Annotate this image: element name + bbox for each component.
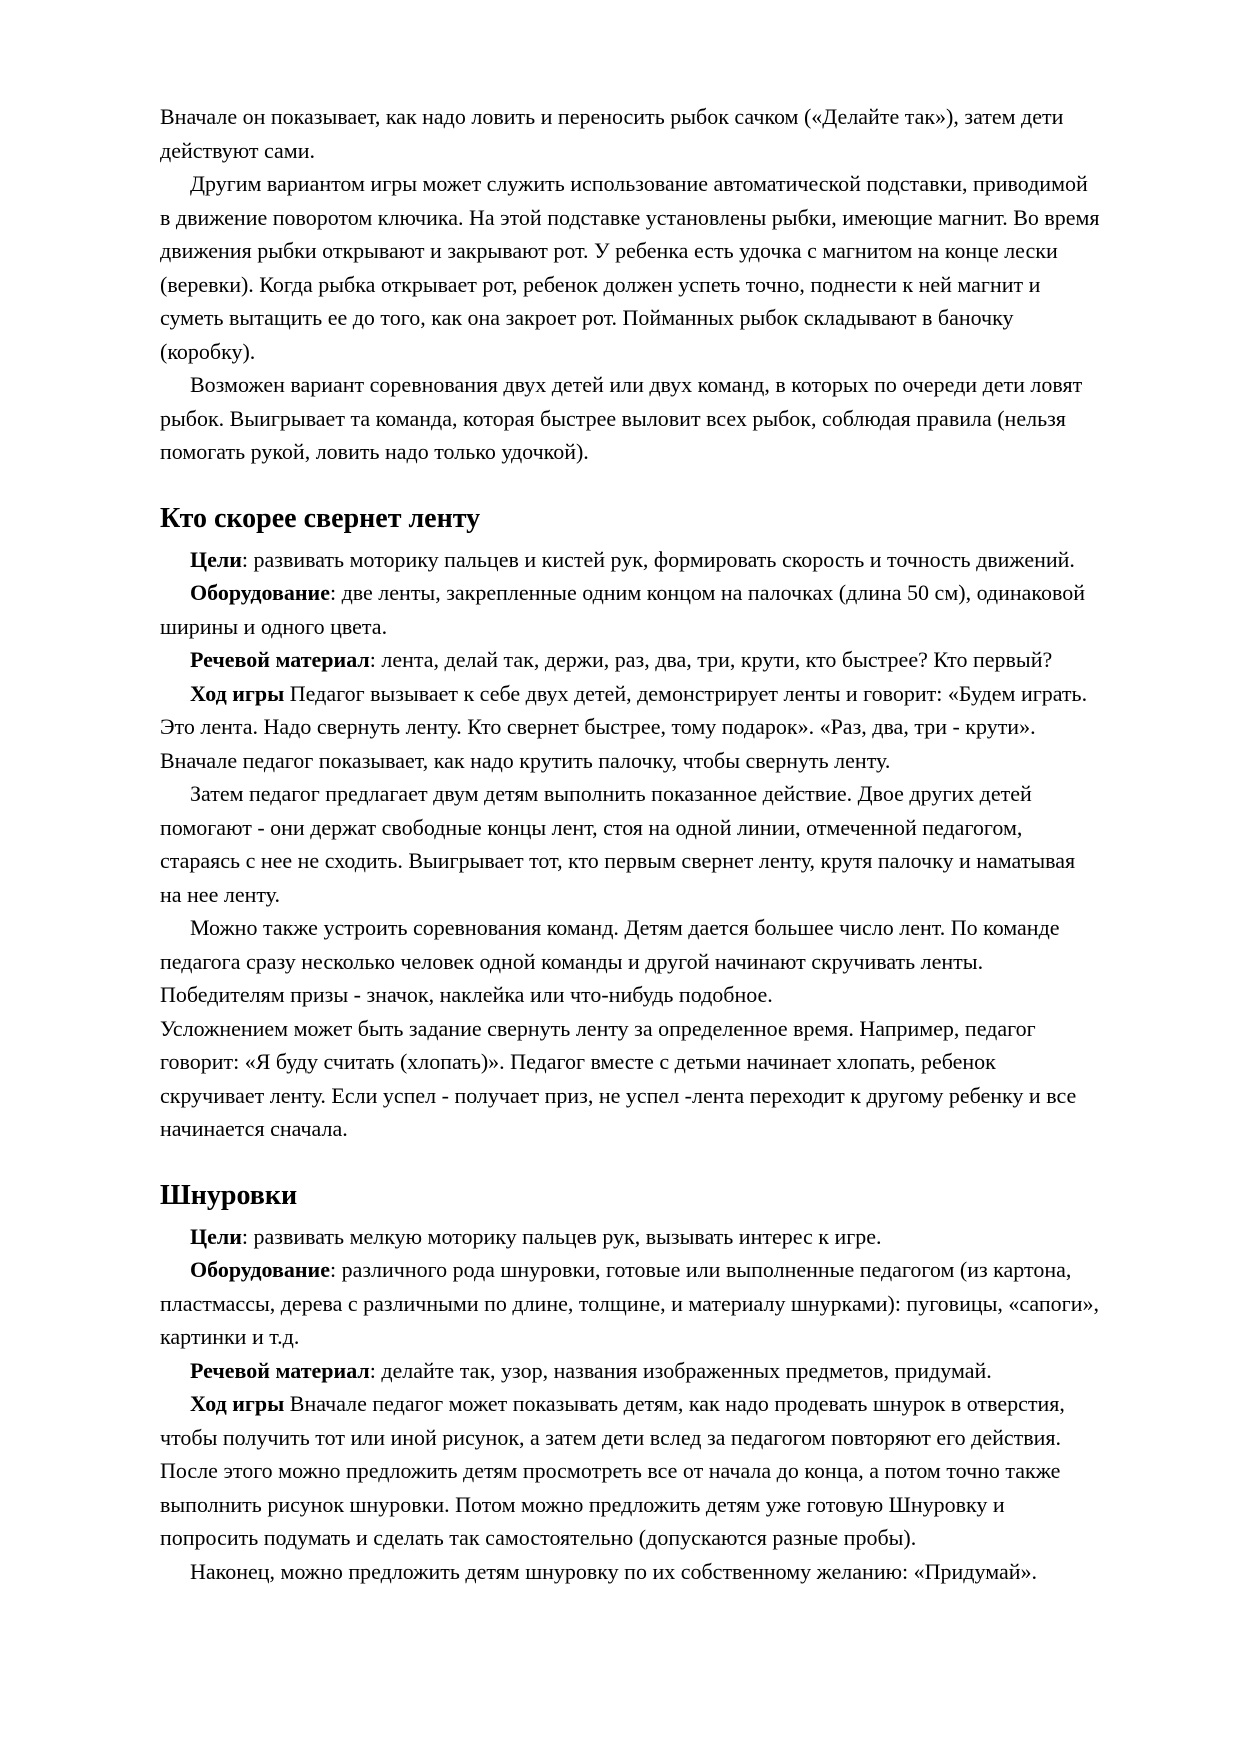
paragraph: Другим вариантом игры может служить использование автоматической подставки, приводимой в движение поворотом ключика. На этой подставке установлены рыбки, имеющие магнит. Во время движения рыбки открывают и закрывают рот. У ребенка есть удочка с магнитом на конце лески (веревки). Когда рыбка открывает рот, ребенок должен успеть точно, поднести к ней магнит и суметь вытащить ее до того, как она закроет рот. Пойманных рыбок складывают в баночку (коробку).: [160, 171, 1100, 364]
paragraph-equipment: [160, 576, 1100, 643]
term-label: Ход игры: [190, 1391, 285, 1416]
paragraph: Затем педагог предлагает двум детям выполнить показанное действие. Двое других детей помогают - они держат свободные концы лент, стоя на одной линии, отмеченной педагогом, стараясь с нее не сходить. Выигрывает тот, кто первым свернет ленту, крутя палочку и наматывая на нее ленту.: [160, 781, 1076, 907]
term-label: Оборудование: [190, 1257, 330, 1282]
term-text: : лента, делай так, держи, раз, два, три, крути, кто быстрее? Кто первый?: [369, 647, 1053, 672]
term-text: Педагог вызывает к себе двух детей, демонстрирует ленты и говорит: «Будем играть. Это лента. Надо свернуть ленту. Кто свернет быстрее, тому подарок». «Раз, два, три - крути». Вначале педагог показывает, как надо крутить палочку, чтобы свернуть ленту.: [160, 680, 1088, 773]
term-label: Цели: [190, 546, 242, 572]
term-text: : развивать моторику пальцев и кистей рук, формировать скорость и точность движений.: [241, 546, 1075, 572]
paragraph: Усложнением может быть задание свернуть ленту за определенное время. Например, педагог говорит: «Я буду считать (хлопать)». Педагог вместе с детьми начинает хлопать, ребенок скручивает ленту. Если успел - получает приз, не успел -лента переходит к другому ребенку и все начинается сначала.: [160, 1015, 1077, 1141]
section-heading-ribbon-game: Кто скорее свернет ленту: [160, 502, 481, 534]
paragraph-game-procedure: [160, 1387, 1100, 1555]
term-label: Ход игры: [190, 680, 285, 706]
paragraph-goals: [160, 543, 1100, 577]
paragraph: Возможен вариант соревнования двух детей или двух команд, в которых по очереди дети ловят рыбок. Выигрывает та команда, которая быстрее выловит всех рыбок, соблюдая правила (нельзя помогать рукой, ловить надо только удочкой).: [160, 372, 1083, 464]
paragraph-speech-material: [160, 643, 1100, 677]
section-heading-lacing: Шнуровки: [160, 1179, 298, 1211]
term-label: Цели: [190, 1223, 242, 1249]
term-text: : различного рода шнуровки, готовые или выполненные педагогом (из картона, пластмассы, дерева с различными по длине, толщине, и материалу шнурками): пуговицы, «сапоги», картинки и т.д.: [160, 1257, 1099, 1349]
term-text: : развивать мелкую моторику пальцев рук, вызывать интерес к игре.: [241, 1223, 882, 1249]
term-text: : две ленты, закрепленные одним концом на палочках (длина 50 см), одинаковой ширины и одного цвета.: [160, 580, 1086, 639]
term-text: : делайте так, узор, названия изображенных предметов, придумай.: [369, 1357, 992, 1383]
term-label: Речевой материал: [190, 1357, 370, 1383]
term-text: Вначале педагог может показывать детям, как надо продевать шнурок в отверстия, чтобы получить тот или иной рисунок, а затем дети вслед за педагогом повторяют его действия. После этого можно предложить детям просмотреть все от начала до конца, а потом точно также выполнить рисунок шнуровки. Потом можно предложить детям уже готовую Шнуровку и попросить подумать и сделать так самостоятельно (допускаются разные пробы).: [160, 1391, 1065, 1550]
paragraph-game-procedure: [160, 677, 1100, 778]
term-label: Речевой материал: [190, 647, 370, 672]
paragraph: Вначале он показывает, как надо ловить и переносить рыбок сачком («Делайте так»), затем дети действуют сами.: [160, 104, 1064, 163]
paragraph-speech-material: [160, 1354, 1100, 1388]
paragraph-equipment: [160, 1253, 1100, 1354]
paragraph-goals: [160, 1220, 1100, 1254]
term-label: Оборудование: [190, 580, 330, 605]
paragraph: Наконец, можно предложить детям шнуровку по их собственному желанию: «Придумай».: [190, 1558, 1038, 1584]
paragraph: Можно также устроить соревнования команд. Детям дается большее число лент. По команде педагога сразу несколько человек одной команды и другой начинают скручивать ленты. Победителям призы - значок, наклейка или что-нибудь подобное.: [160, 915, 1060, 1007]
